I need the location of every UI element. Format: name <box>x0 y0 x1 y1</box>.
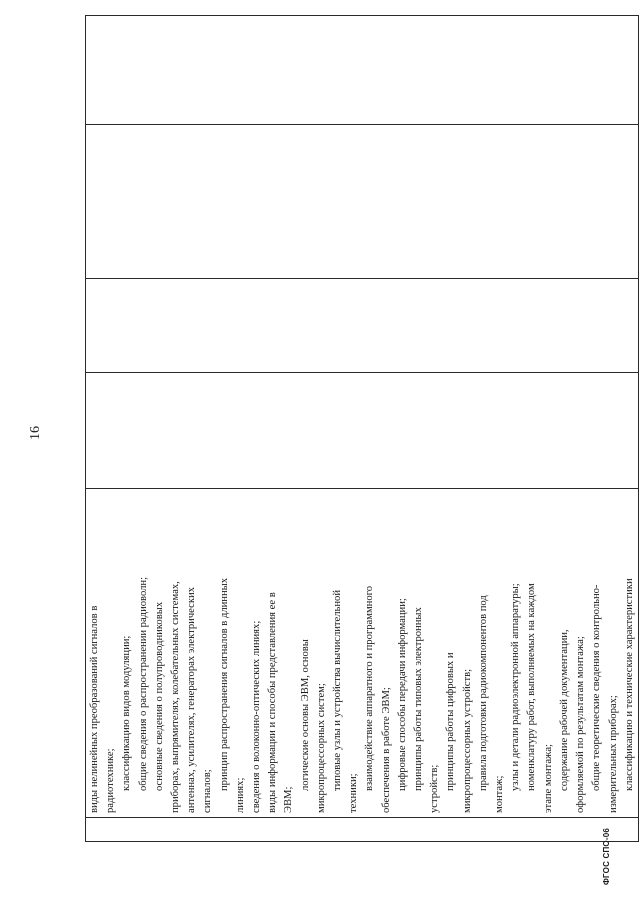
table-row <box>86 16 639 842</box>
knowledge-line: антеннах, усилителях, генераторах электрических <box>186 587 198 813</box>
knowledge-line: ЭВМ; <box>283 786 295 813</box>
knowledge-list <box>87 493 638 813</box>
knowledge-line: устройств; <box>429 764 441 813</box>
knowledge-line: классификацию видов модуляции; <box>121 635 133 791</box>
knowledge-line: виды нелинейных преобразований сигналов в <box>89 605 100 813</box>
knowledge-line: общие сведения о распространении радиоволн; <box>137 576 149 791</box>
knowledge-line: основные сведения о полупроводниковых <box>153 601 165 791</box>
knowledge-line: принципы работы цифровых и <box>445 652 457 791</box>
table-cell-knowledge <box>86 489 639 818</box>
knowledge-line: цифровые способы передачи информации; <box>396 598 408 791</box>
knowledge-line: общие теоретические сведения о контрольно- <box>591 584 603 791</box>
knowledge-line: измерительных приборах; <box>607 695 619 813</box>
knowledge-line: номенклатуру работ, выполняемых на каждом <box>526 583 538 791</box>
page-number: 16 <box>28 426 43 440</box>
knowledge-line: типовые узлы и устройства вычислительной <box>332 589 344 791</box>
footer-label: ФГОС СПО-06 <box>602 828 611 885</box>
knowledge-line: сведения о волоконно-оптических линиях; <box>251 620 263 813</box>
competency-table <box>85 15 639 842</box>
knowledge-line: взаимодействие аппаратного и программного <box>364 586 376 791</box>
table-cell-empty-5 <box>86 125 639 279</box>
knowledge-line: принципы работы типовых электронных <box>413 607 425 791</box>
table-cell-empty-3 <box>86 373 639 489</box>
knowledge-line: содержание рабочей документации, <box>558 629 570 791</box>
knowledge-line: принцип распространения сигналов в длинных <box>218 577 230 791</box>
knowledge-line: узлы и детали радиоэлектронной аппаратуры; <box>510 583 522 791</box>
knowledge-line: сигналов; <box>202 769 214 813</box>
knowledge-line: виды информации и способы представления ее в <box>267 592 279 813</box>
knowledge-line: приборах, выпрямителях, колебательных системах, <box>170 581 182 813</box>
knowledge-line: обеспечения в работе ЭВМ; <box>380 687 392 813</box>
table-cell-empty-6 <box>86 16 639 125</box>
knowledge-line: монтаж; <box>494 775 506 813</box>
knowledge-line: классификацию и технические характеристики <box>623 578 635 791</box>
knowledge-line: микропроцессорных систем; <box>315 683 327 813</box>
knowledge-line: микропроцессорных устройств; <box>461 668 473 813</box>
knowledge-line: логические основы ЭВМ, основы <box>299 639 311 791</box>
table-cell-empty-4 <box>86 279 639 373</box>
knowledge-line: линиях; <box>234 777 246 813</box>
knowledge-line: оформляемой по результатам монтажа; <box>575 636 587 813</box>
knowledge-line: радиотехнике; <box>105 748 117 813</box>
table-cell-empty-1 <box>86 818 639 842</box>
knowledge-line: этапе монтажа; <box>542 744 554 813</box>
knowledge-line: правила подготовки радиокомпонентов под <box>477 595 489 791</box>
knowledge-line: техники; <box>348 773 360 813</box>
